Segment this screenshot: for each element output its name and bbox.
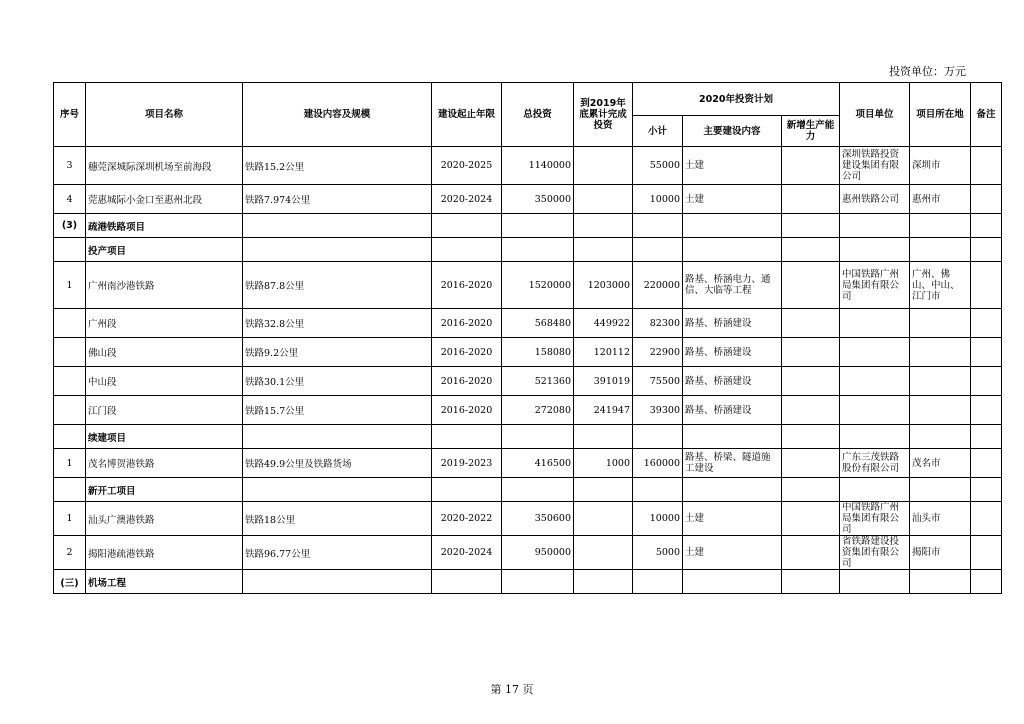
- empty-cell: [432, 478, 502, 502]
- project-content: 铁路30.1公里: [243, 367, 432, 396]
- empty-cell: [574, 214, 633, 238]
- new-capacity: [782, 262, 840, 309]
- main-construction: 土建: [683, 536, 782, 570]
- project-location: 揭阳市: [910, 536, 971, 570]
- main-construction: 路基、桥涵建设: [683, 338, 782, 367]
- new-capacity: [782, 338, 840, 367]
- remark: [971, 396, 1002, 425]
- empty-cell: [243, 570, 432, 594]
- table-body: [54, 147, 1002, 594]
- empty-cell: [840, 570, 910, 594]
- empty-cell: [432, 425, 502, 449]
- plan-subtotal: 55000: [633, 147, 683, 185]
- plan-subtotal: 10000: [633, 502, 683, 536]
- header-name: 项目名称: [86, 83, 243, 147]
- section-row: [54, 425, 1002, 449]
- plan-subtotal: 75500: [633, 367, 683, 396]
- empty-cell: [243, 238, 432, 262]
- row-no: [54, 309, 86, 338]
- total-investment: 1520000: [502, 262, 574, 309]
- project-name: 广州南沙港铁路: [86, 262, 243, 309]
- project-name: 广州段: [86, 309, 243, 338]
- remark: [971, 502, 1002, 536]
- project-period: 2020-2025: [432, 147, 502, 185]
- completed-investment: [574, 502, 633, 536]
- remark: [971, 338, 1002, 367]
- empty-cell: [633, 214, 683, 238]
- empty-cell: [910, 214, 971, 238]
- empty-cell: [840, 214, 910, 238]
- investment-unit-label: 投资单位：万元: [889, 65, 966, 78]
- section-title: 续建项目: [86, 425, 243, 449]
- completed-investment: 1203000: [574, 262, 633, 309]
- plan-subtotal: 82300: [633, 309, 683, 338]
- empty-cell: [910, 238, 971, 262]
- empty-cell: [243, 214, 432, 238]
- project-unit: [840, 396, 910, 425]
- project-unit: [840, 367, 910, 396]
- remark: [971, 262, 1002, 309]
- empty-cell: [432, 214, 502, 238]
- project-content: 铁路32.8公里: [243, 309, 432, 338]
- page-number: 第 17 页: [490, 683, 534, 696]
- empty-cell: [243, 425, 432, 449]
- new-capacity: [782, 185, 840, 214]
- table-row: [54, 396, 1002, 425]
- total-investment: 272080: [502, 396, 574, 425]
- empty-cell: [683, 425, 782, 449]
- remark: [971, 309, 1002, 338]
- total-investment: 158080: [502, 338, 574, 367]
- total-investment: 350000: [502, 185, 574, 214]
- empty-cell: [502, 478, 574, 502]
- empty-cell: [633, 425, 683, 449]
- completed-investment: [574, 185, 633, 214]
- project-unit: 中国铁路广州局集团有限公司: [840, 262, 910, 309]
- table-row: [54, 147, 1002, 185]
- main-construction: 路基、桥涵建设: [683, 309, 782, 338]
- empty-cell: [683, 570, 782, 594]
- completed-investment: [574, 147, 633, 185]
- empty-cell: [432, 238, 502, 262]
- project-content: 铁路15.2公里: [243, 147, 432, 185]
- section-row: [54, 238, 1002, 262]
- project-location: 茂名市: [910, 449, 971, 478]
- section-title: 机场工程: [86, 570, 243, 594]
- completed-investment: 120112: [574, 338, 633, 367]
- header-plan-2020: 2020年投资计划: [633, 83, 840, 116]
- project-name: 江门段: [86, 396, 243, 425]
- project-content: 铁路49.9公里及铁路货场: [243, 449, 432, 478]
- header-completed: 到2019年底累计完成投资: [574, 83, 633, 147]
- header-location: 项目所在地: [910, 83, 971, 147]
- header-total: 总投资: [502, 83, 574, 147]
- row-no: 1: [54, 262, 86, 309]
- remark: [971, 147, 1002, 185]
- new-capacity: [782, 502, 840, 536]
- row-no: [54, 425, 86, 449]
- row-no: 1: [54, 502, 86, 536]
- header-new-capacity: 新增生产能力: [782, 116, 840, 147]
- empty-cell: [243, 478, 432, 502]
- header-subtotal: 小计: [633, 116, 683, 147]
- project-location: 惠州市: [910, 185, 971, 214]
- row-no: 3: [54, 147, 86, 185]
- project-unit: 惠州铁路公司: [840, 185, 910, 214]
- main-construction: 土建: [683, 147, 782, 185]
- table-row: [54, 449, 1002, 478]
- project-name: 穗莞深城际深圳机场至前海段: [86, 147, 243, 185]
- project-period: 2016-2020: [432, 338, 502, 367]
- remark: [971, 367, 1002, 396]
- project-period: 2020-2024: [432, 185, 502, 214]
- section-row: [54, 214, 1002, 238]
- main-construction: 路基、桥涵建设: [683, 396, 782, 425]
- completed-investment: 449922: [574, 309, 633, 338]
- new-capacity: [782, 536, 840, 570]
- project-location: 广州、佛山、中山、江门市: [910, 262, 971, 309]
- empty-cell: [633, 570, 683, 594]
- empty-cell: [502, 214, 574, 238]
- empty-cell: [782, 570, 840, 594]
- empty-cell: [683, 238, 782, 262]
- empty-cell: [971, 478, 1002, 502]
- new-capacity: [782, 309, 840, 338]
- project-name: 莞惠城际小金口至惠州北段: [86, 185, 243, 214]
- project-content: 铁路96.77公里: [243, 536, 432, 570]
- empty-cell: [840, 478, 910, 502]
- project-location: 汕头市: [910, 502, 971, 536]
- row-no: 2: [54, 536, 86, 570]
- header-no: 序号: [54, 83, 86, 147]
- plan-subtotal: 22900: [633, 338, 683, 367]
- project-period: 2016-2020: [432, 262, 502, 309]
- table-row: [54, 502, 1002, 536]
- row-no: [54, 338, 86, 367]
- row-no: (三): [54, 570, 86, 594]
- project-unit: 广东三茂铁路股份有限公司: [840, 449, 910, 478]
- project-unit: [840, 338, 910, 367]
- project-content: 铁路9.2公里: [243, 338, 432, 367]
- empty-cell: [971, 214, 1002, 238]
- table-row: [54, 536, 1002, 570]
- row-no: (3): [54, 214, 86, 238]
- plan-subtotal: 39300: [633, 396, 683, 425]
- empty-cell: [633, 238, 683, 262]
- project-name: 揭阳港疏港铁路: [86, 536, 243, 570]
- plan-subtotal: 220000: [633, 262, 683, 309]
- main-construction: 路基、桥涵建设: [683, 367, 782, 396]
- empty-cell: [432, 570, 502, 594]
- new-capacity: [782, 449, 840, 478]
- completed-investment: [574, 536, 633, 570]
- section-row: [54, 478, 1002, 502]
- header-content: 建设内容及规模: [243, 83, 432, 147]
- empty-cell: [840, 425, 910, 449]
- project-period: 2020-2024: [432, 536, 502, 570]
- remark: [971, 536, 1002, 570]
- project-location: [910, 338, 971, 367]
- project-location: 深圳市: [910, 147, 971, 185]
- empty-cell: [840, 238, 910, 262]
- empty-cell: [782, 478, 840, 502]
- project-period: 2019-2023: [432, 449, 502, 478]
- project-location: [910, 367, 971, 396]
- project-unit: [840, 309, 910, 338]
- remark: [971, 185, 1002, 214]
- project-period: 2016-2020: [432, 367, 502, 396]
- new-capacity: [782, 396, 840, 425]
- header-unit: 项目单位: [840, 83, 910, 147]
- plan-subtotal: 160000: [633, 449, 683, 478]
- total-investment: 568480: [502, 309, 574, 338]
- project-name: 佛山段: [86, 338, 243, 367]
- project-location: [910, 309, 971, 338]
- section-title: 投产项目: [86, 238, 243, 262]
- empty-cell: [574, 570, 633, 594]
- empty-cell: [971, 425, 1002, 449]
- empty-cell: [971, 570, 1002, 594]
- new-capacity: [782, 147, 840, 185]
- section-row: [54, 570, 1002, 594]
- project-location: [910, 396, 971, 425]
- main-construction: 土建: [683, 502, 782, 536]
- empty-cell: [910, 570, 971, 594]
- empty-cell: [683, 478, 782, 502]
- total-investment: 416500: [502, 449, 574, 478]
- empty-cell: [782, 425, 840, 449]
- empty-cell: [574, 425, 633, 449]
- investment-table: [53, 82, 1002, 594]
- row-no: [54, 238, 86, 262]
- table-row: [54, 309, 1002, 338]
- plan-subtotal: 10000: [633, 185, 683, 214]
- project-name: 茂名博贺港铁路: [86, 449, 243, 478]
- empty-cell: [502, 425, 574, 449]
- total-investment: 521360: [502, 367, 574, 396]
- project-content: 铁路7.974公里: [243, 185, 432, 214]
- empty-cell: [971, 238, 1002, 262]
- empty-cell: [683, 214, 782, 238]
- row-no: [54, 478, 86, 502]
- table-row: [54, 367, 1002, 396]
- completed-investment: 241947: [574, 396, 633, 425]
- main-construction: 路基、桥梁、隧道施工建设: [683, 449, 782, 478]
- remark: [971, 449, 1002, 478]
- project-name: 汕头广澳港铁路: [86, 502, 243, 536]
- header-period: 建设起止年限: [432, 83, 502, 147]
- total-investment: 350600: [502, 502, 574, 536]
- table-row: [54, 262, 1002, 309]
- project-unit: 省铁路建设投资集团有限公司: [840, 536, 910, 570]
- completed-investment: 391019: [574, 367, 633, 396]
- empty-cell: [910, 425, 971, 449]
- row-no: [54, 396, 86, 425]
- empty-cell: [782, 238, 840, 262]
- main-construction: 土建: [683, 185, 782, 214]
- empty-cell: [502, 570, 574, 594]
- new-capacity: [782, 367, 840, 396]
- project-period: 2016-2020: [432, 396, 502, 425]
- project-content: 铁路15.7公里: [243, 396, 432, 425]
- section-title: 疏港铁路项目: [86, 214, 243, 238]
- project-unit: 中国铁路广州局集团有限公司: [840, 502, 910, 536]
- project-content: 铁路18公里: [243, 502, 432, 536]
- project-name: 中山段: [86, 367, 243, 396]
- project-content: 铁路87.8公里: [243, 262, 432, 309]
- total-investment: 950000: [502, 536, 574, 570]
- project-unit: 深圳铁路投资建设集团有限公司: [840, 147, 910, 185]
- empty-cell: [782, 214, 840, 238]
- table-row: [54, 338, 1002, 367]
- empty-cell: [633, 478, 683, 502]
- empty-cell: [502, 238, 574, 262]
- project-period: 2016-2020: [432, 309, 502, 338]
- row-no: 4: [54, 185, 86, 214]
- empty-cell: [574, 478, 633, 502]
- project-period: 2020-2022: [432, 502, 502, 536]
- table-row: [54, 185, 1002, 214]
- empty-cell: [574, 238, 633, 262]
- row-no: 1: [54, 449, 86, 478]
- empty-cell: [910, 478, 971, 502]
- main-construction: 路基、桥涵电力、通信、大临等工程: [683, 262, 782, 309]
- total-investment: 1140000: [502, 147, 574, 185]
- row-no: [54, 367, 86, 396]
- header-remark: 备注: [971, 83, 1002, 147]
- header-main-content: 主要建设内容: [683, 116, 782, 147]
- plan-subtotal: 5000: [633, 536, 683, 570]
- completed-investment: 1000: [574, 449, 633, 478]
- section-title: 新开工项目: [86, 478, 243, 502]
